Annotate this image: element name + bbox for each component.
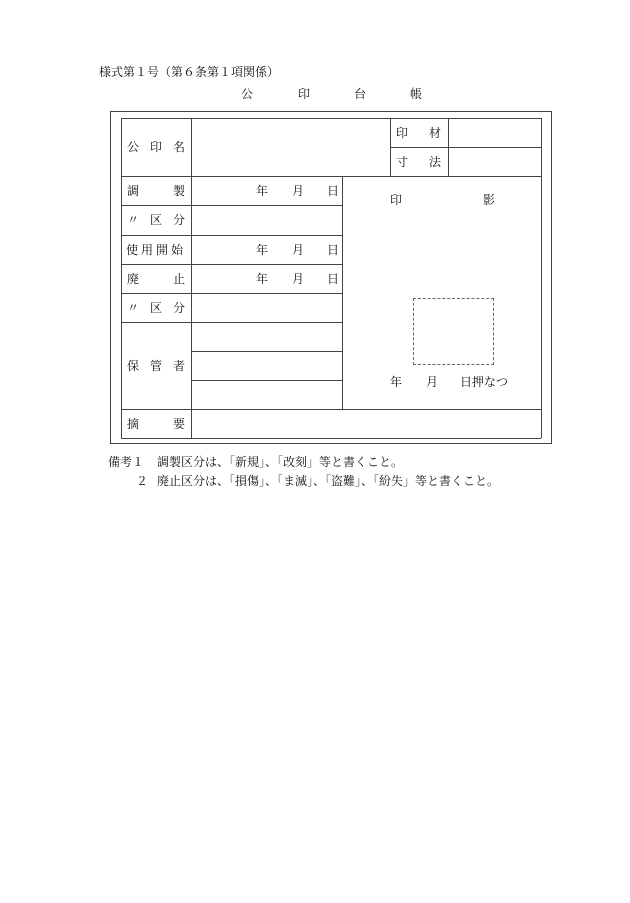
date-day-char: 日 [327,184,340,198]
label-char: 公 [127,140,140,154]
date-day-char: 日 [327,243,340,257]
date-month-char: 月 [292,184,305,198]
label-char: 印 [150,140,163,154]
date-year-char: 年 [256,184,269,198]
label-char: 分 [173,301,186,315]
label-char: 要 [173,417,186,431]
label-char: 法 [429,155,442,169]
note-2-text: 廃止区分は、「損傷」、「ま滅」、「盗難」、「紛失」等と書くこと。 [157,474,500,488]
title-char-3: 台 [354,87,367,101]
label-char: 名 [173,140,186,154]
date-year-char: 年 [256,243,269,257]
seal-stamp-box[interactable] [413,298,494,365]
title-char-1: 公 [241,87,254,101]
label-char: 製 [173,184,186,198]
label-char: 止 [173,272,186,286]
grid-line [121,264,342,265]
grid-line [390,118,391,176]
stamp-date-suffix: 日押なつ [460,375,509,389]
label-char: 区 [150,213,163,227]
grid-line [121,118,122,438]
grid-line [121,176,541,177]
label-char: 摘 [127,417,140,431]
form-number-header: 様式第１号（第６条第１項関係） [99,65,280,79]
keeper-field-2[interactable] [192,352,341,379]
label-char: 区 [150,301,163,315]
grid-line [342,176,343,409]
label-start-use: 使用開始 [126,243,187,257]
summary-field[interactable] [192,410,540,437]
title-char-2: 印 [298,87,311,101]
label-char: 調 [127,184,140,198]
label-char: 廃 [127,272,140,286]
seal-label-char: 影 [483,193,496,207]
abolish-category-field[interactable] [192,294,341,321]
keeper-field-3[interactable] [192,381,341,408]
stamp-month-char: 月 [426,375,439,389]
seal-name-field[interactable] [192,119,389,175]
label-char: 〃 [127,213,140,227]
size-field[interactable] [449,148,540,175]
label-char: 印 [396,126,409,140]
label-char: 〃 [127,301,140,315]
label-char: 寸 [396,155,409,169]
stamp-year-char: 年 [390,375,403,389]
title-char-4: 帳 [410,87,423,101]
seal-material-field[interactable] [449,119,540,146]
seal-label-char: 印 [390,193,403,207]
keeper-field-1[interactable] [192,323,341,350]
label-char: 保 [127,359,140,373]
note-1-text: 調製区分は、「新規」、「改刻」等と書くこと。 [157,455,404,469]
date-year-char: 年 [256,272,269,286]
label-char: 者 [173,359,186,373]
grid-line [121,438,541,439]
grid-line [121,235,342,236]
note-1-prefix: 備考１ [108,455,145,469]
date-month-char: 月 [292,243,305,257]
grid-line [541,118,542,438]
label-char: 材 [429,126,442,140]
note-2-number: ２ [136,474,149,488]
date-month-char: 月 [292,272,305,286]
making-category-field[interactable] [192,206,341,234]
label-char: 管 [150,359,163,373]
label-char: 分 [173,213,186,227]
date-day-char: 日 [327,272,340,286]
